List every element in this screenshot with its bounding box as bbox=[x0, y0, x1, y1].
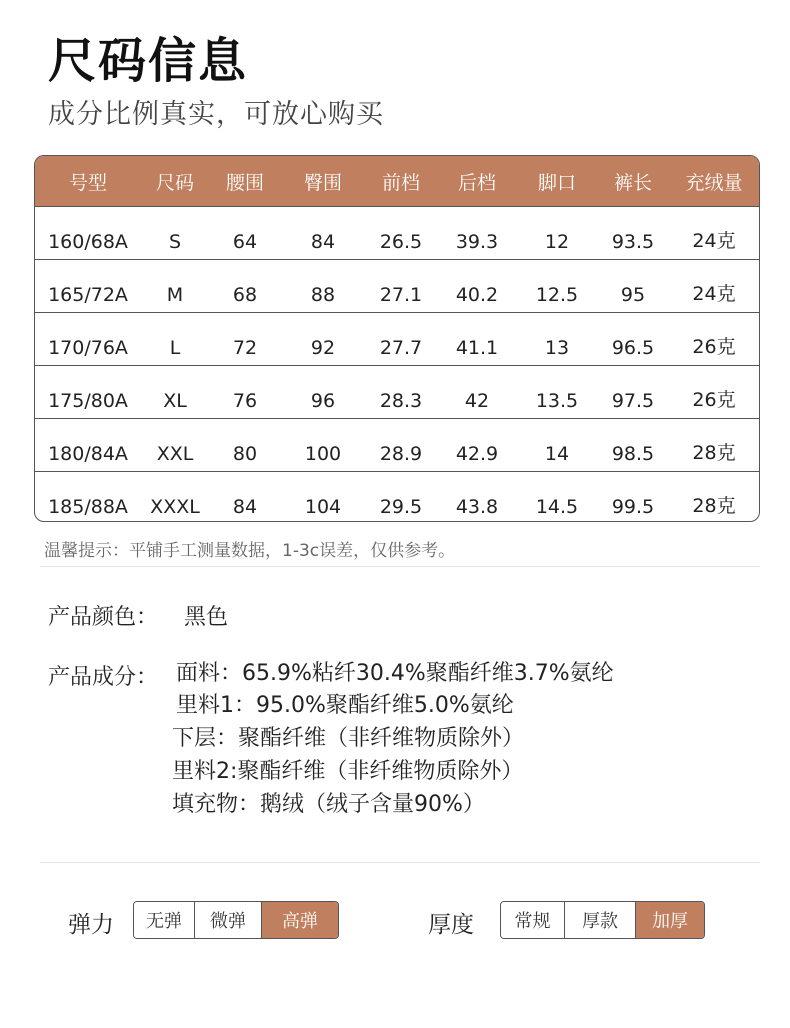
table-cell: 28.3 bbox=[379, 390, 423, 412]
table-cell: 14.5 bbox=[535, 496, 579, 518]
table-cell: 12 bbox=[544, 231, 570, 253]
table-cell: 27.1 bbox=[379, 284, 423, 306]
table-row bbox=[35, 206, 759, 259]
table-cell: 27.7 bbox=[379, 337, 423, 359]
page-subtitle: 成分比例真实，可放心购买 bbox=[48, 99, 384, 130]
table-cell: 160/68A bbox=[48, 231, 128, 253]
thickness-option: 加厚 bbox=[635, 902, 704, 938]
table-cell: M bbox=[166, 284, 184, 306]
table-cell: 29.5 bbox=[379, 496, 423, 518]
table-cell: 26克 bbox=[692, 336, 736, 358]
table-cell: 40.2 bbox=[455, 284, 499, 306]
table-cell: 84 bbox=[232, 496, 258, 518]
table-row bbox=[35, 259, 759, 312]
table-cell: 96 bbox=[310, 390, 336, 412]
table-cell: 175/80A bbox=[48, 390, 128, 412]
composition-line: 下层：聚酯纤维（非纤维物质除外） bbox=[172, 726, 525, 751]
table-cell: 13.5 bbox=[535, 390, 579, 412]
table-cell: 42.9 bbox=[455, 443, 499, 465]
header-cell: 号型 bbox=[68, 171, 107, 194]
elasticity-option: 微弹 bbox=[194, 902, 261, 938]
size-table bbox=[34, 155, 760, 522]
table-cell: 170/76A bbox=[48, 337, 128, 359]
composition-label: 产品成分： bbox=[48, 665, 159, 690]
table-cell: XXXL bbox=[150, 496, 200, 518]
table-cell: 28.9 bbox=[379, 443, 423, 465]
table-cell: 24克 bbox=[692, 283, 736, 305]
color-value: 黑色 bbox=[184, 605, 229, 630]
table-cell: XL bbox=[163, 390, 187, 412]
table-cell: 28克 bbox=[692, 495, 736, 517]
table-cell: 43.8 bbox=[455, 496, 499, 518]
table-header bbox=[35, 156, 759, 206]
table-cell: 95 bbox=[620, 284, 646, 306]
divider bbox=[40, 862, 760, 863]
table-cell: 97.5 bbox=[611, 390, 655, 412]
table-cell: L bbox=[169, 337, 181, 359]
table-cell: 68 bbox=[232, 284, 258, 306]
table-cell: S bbox=[168, 231, 182, 253]
table-cell: 28克 bbox=[692, 442, 736, 464]
table-cell: 104 bbox=[304, 496, 342, 518]
table-cell: XXL bbox=[156, 443, 194, 465]
color-label: 产品颜色： bbox=[48, 605, 159, 630]
elasticity-scale bbox=[133, 901, 339, 939]
table-cell: 14 bbox=[544, 443, 570, 465]
header-cell: 裤长 bbox=[613, 171, 652, 194]
table-cell: 72 bbox=[232, 337, 258, 359]
table-row bbox=[35, 471, 759, 522]
table-cell: 84 bbox=[310, 231, 336, 253]
table-row bbox=[35, 418, 759, 471]
table-cell: 93.5 bbox=[611, 231, 655, 253]
table-cell: 185/88A bbox=[48, 496, 128, 518]
table-cell: 39.3 bbox=[455, 231, 499, 253]
composition-line: 里料2:聚酯纤维（非纤维物质除外） bbox=[172, 759, 524, 784]
table-cell: 13 bbox=[544, 337, 570, 359]
thickness-option: 厚款 bbox=[564, 902, 635, 938]
table-cell: 180/84A bbox=[48, 443, 128, 465]
thickness-option: 常规 bbox=[501, 902, 564, 938]
header-cell: 脚口 bbox=[537, 171, 576, 194]
table-cell: 92 bbox=[310, 337, 336, 359]
header-cell: 臀围 bbox=[303, 171, 342, 194]
elasticity-label: 弹力 bbox=[68, 912, 114, 938]
table-cell: 80 bbox=[232, 443, 258, 465]
table-row bbox=[35, 365, 759, 418]
page-title: 尺码信息 bbox=[48, 33, 249, 89]
thickness-label: 厚度 bbox=[428, 912, 474, 938]
table-body bbox=[35, 206, 759, 522]
table-cell: 100 bbox=[304, 443, 342, 465]
table-cell: 96.5 bbox=[611, 337, 655, 359]
header-cell: 腰围 bbox=[225, 171, 264, 194]
header-cell: 充绒量 bbox=[685, 171, 743, 194]
table-cell: 24克 bbox=[692, 230, 736, 252]
divider bbox=[40, 566, 760, 567]
elasticity-option: 高弹 bbox=[261, 902, 338, 938]
table-cell: 26.5 bbox=[379, 231, 423, 253]
table-cell: 26克 bbox=[692, 389, 736, 411]
table-row bbox=[35, 312, 759, 365]
table-cell: 42 bbox=[464, 390, 490, 412]
table-cell: 12.5 bbox=[535, 284, 579, 306]
thickness-scale bbox=[500, 901, 705, 939]
elasticity-option: 无弹 bbox=[134, 902, 194, 938]
table-cell: 98.5 bbox=[611, 443, 655, 465]
header-cell: 后档 bbox=[457, 171, 496, 194]
table-cell: 64 bbox=[232, 231, 258, 253]
table-cell: 88 bbox=[310, 284, 336, 306]
measurement-note: 温馨提示：平铺手工测量数据，1-3c误差，仅供参考。 bbox=[44, 541, 456, 561]
composition-line: 填充物：鹅绒（绒子含量90%） bbox=[172, 792, 485, 817]
table-cell: 41.1 bbox=[455, 337, 499, 359]
table-cell: 165/72A bbox=[48, 284, 128, 306]
composition-line: 里料1：95.0%聚酯纤维5.0%氨纶 bbox=[176, 693, 514, 718]
table-cell: 76 bbox=[232, 390, 258, 412]
composition-line: 面料：65.9%粘纤30.4%聚酯纤维3.7%氨纶 bbox=[176, 661, 614, 686]
table-cell: 99.5 bbox=[611, 496, 655, 518]
header-cell: 尺码 bbox=[155, 171, 194, 194]
header-cell: 前档 bbox=[381, 171, 420, 194]
